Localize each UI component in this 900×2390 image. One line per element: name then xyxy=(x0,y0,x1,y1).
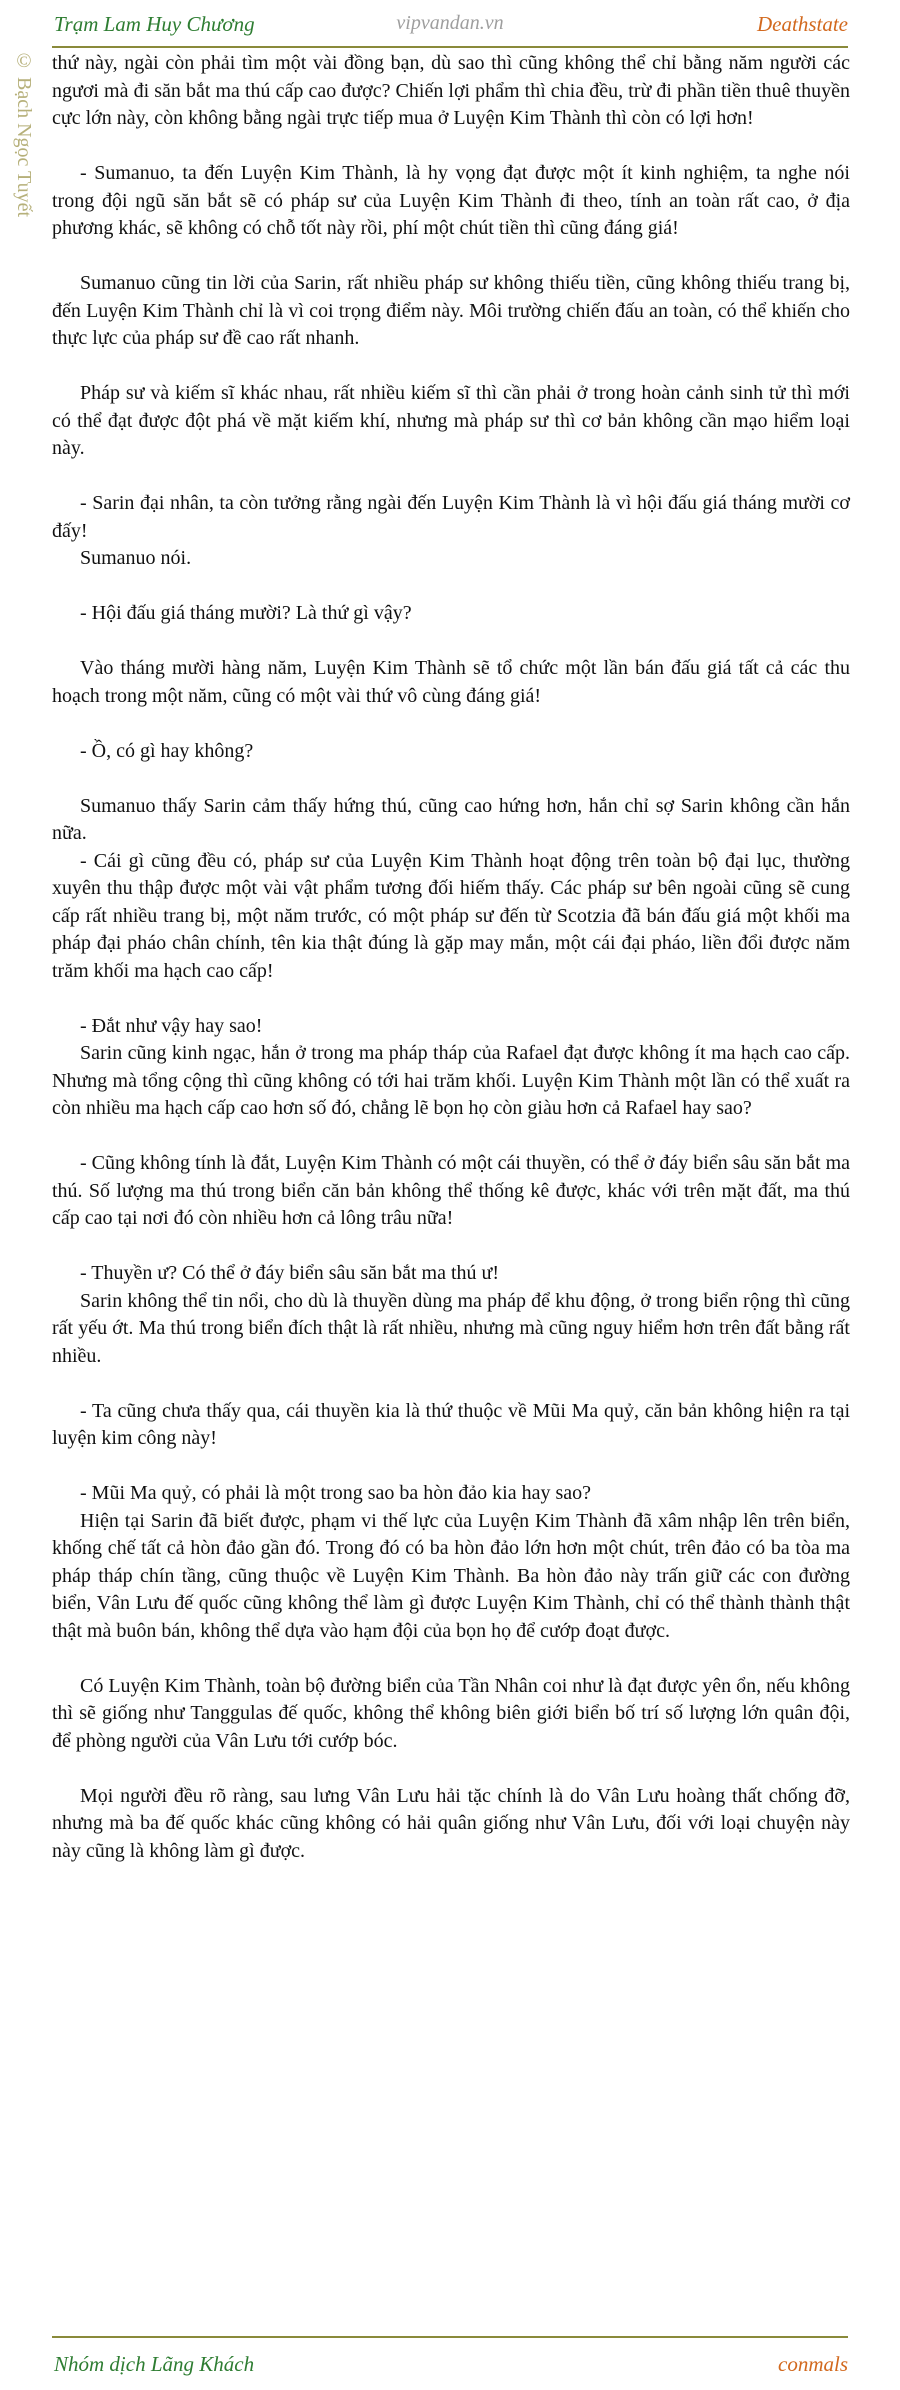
paragraph: Sumanuo thấy Sarin cảm thấy hứng thú, cũng cao hứng hơn, hắn chỉ sợ Sarin không cần hắn nữa. xyxy=(52,794,850,844)
page-header xyxy=(52,10,848,48)
paragraph: - Mũi Ma quỷ, có phải là một trong sao ba hòn đảo kia hay sao? xyxy=(80,1482,591,1504)
paragraph-gap xyxy=(52,710,850,738)
paragraph: - Thuyền ư? Có thể ở đáy biển sâu săn bắt ma thú ư! xyxy=(80,1262,500,1284)
paragraph: Sarin cũng kinh ngạc, hắn ở trong ma pháp tháp của Rafael đạt được không ít ma hạch cao cấp. Nhưng mà tổng cộng thì cũng không có tới hai trăm khối. Luyện Kim Thành một lần có thể xuất ra còn nhiều ma hạch cấp cao hơn số đó, chẳng lẽ bọn họ còn giàu hơn cả Rafael hay sao? xyxy=(52,1042,850,1119)
paragraph-gap xyxy=(52,463,850,491)
paragraph: - Cũng không tính là đắt, Luyện Kim Thành có một cái thuyền, có thể ở đáy biển sâu săn bắt ma thú. Số lượng ma thú trong biển căn bản không thể thống kê được, khác với trên mặt đất, ma thú cấp cao tại nơi đó còn nhiều hơn cả lông trâu nữa! xyxy=(52,1152,850,1229)
paragraph-gap xyxy=(52,1370,850,1398)
paragraph: Có Luyện Kim Thành, toàn bộ đường biển của Tần Nhân coi như là đạt được yên ổn, nếu không thì sẽ giống như Tanggulas đế quốc, không thể không biên giới biển bố trí số lượng lớn quân đội, để phòng người của Vân Lưu tới cướp bóc. xyxy=(52,1674,850,1752)
paragraph: thứ này, ngài còn phải tìm một vài đồng bạn, dù sao thì cũng không thể chỉ bằng năm người các ngươi mà đi săn bắt ma thú cấp cao được? Chiến lợi phẩm thì chia đều, trừ đi phần tiền thuê thuyền cực lớn này, còn không bằng ngài trực tiếp mua ở Luyện Kim Thành thì còn có lợi hơn! xyxy=(52,52,850,129)
paragraph-gap xyxy=(52,1645,850,1673)
paragraph-gap xyxy=(52,1453,850,1481)
paragraph: Pháp sư và kiếm sĩ khác nhau, rất nhiều kiếm sĩ thì cần phải ở trong hoàn cảnh sinh tử thì mới có thể đạt được đột phá về mặt kiếm khí, nhưng mà pháp sư thì cơ bản không cần mạo hiểm loại này. xyxy=(52,382,850,459)
paragraph-gap xyxy=(52,765,850,793)
paragraph-gap xyxy=(52,985,850,1013)
paragraph: - Đắt như vậy hay sao! xyxy=(80,1014,263,1037)
paragraph: Sumanuo cũng tin lời của Sarin, rất nhiều pháp sư không thiếu tiền, cũng không thiếu trang bị, đến Luyện Kim Thành chỉ là vì coi trọng điểm này. Môi trường chiến đấu an toàn, có thể khiến cho thực lực của pháp sư đề cao rất nhanh. xyxy=(52,272,850,349)
paragraph-gap xyxy=(52,573,850,601)
side-copyright: © Bạch Ngọc Tuyết xyxy=(13,50,35,217)
page-footer xyxy=(52,2336,848,2378)
paragraph: - Sumanuo, ta đến Luyện Kim Thành, là hy vọng đạt được một ít kinh nghiệm, ta nghe nói trong đội ngũ săn bắt sẽ có pháp sư của Luyện Kim Thành đi theo, tính an toàn rất cao, ở địa phương khác, sẽ không có chỗ tốt này rồi, phí một chút tiền thì cũng đáng giá! xyxy=(52,162,850,239)
paragraph: Hiện tại Sarin đã biết được, phạm vi thế lực của Luyện Kim Thành đã xâm nhập lên trên biển, khống chế tất cả hòn đảo gần đó. Trong đó có ba hòn đảo lớn hơn một chút, trên đảo có ba tòa ma pháp tháp chín tầng, cũng thuộc về Luyện Kim Thành. Ba hòn đảo này trấn giữ các con đường biển, Vân Lưu đế quốc cũng không thể làm gì được Luyện Kim Thành, chỉ có thể thành thành thật thật mà buôn bán, không thể dựa vào hạm đội của bọn họ để cướp đoạt được. xyxy=(52,1509,850,1642)
header-right-text: Deathstate xyxy=(757,12,848,36)
paragraph-gap xyxy=(52,1233,850,1261)
paragraph: - Cái gì cũng đều có, pháp sư của Luyện Kim Thành hoạt động trên toàn bộ đại lục, thường xuyên thu thập được một vài vật phẩm tương đối hiếm thấy. Các pháp sư bên ngoài cũng sẽ cung cấp rất nhiều trang bị, một năm trước, có một pháp sư đến từ Scotzia đã bán đấu giá một khối ma pháp đại pháo chân chính, tên kia thật đúng là gặp may mắn, một cái đại pháo, liền đổi được năm trăm khối ma hạch cao cấp! xyxy=(52,849,850,982)
header-left-text: Trạm Lam Huy Chương xyxy=(54,12,255,36)
paragraph: Sumanuo nói. xyxy=(80,547,192,569)
paragraph-gap xyxy=(52,353,850,381)
paragraph: - Ta cũng chưa thấy qua, cái thuyền kia là thứ thuộc về Mũi Ma quỷ, căn bản không hiện ra tại luyện kim công này! xyxy=(52,1399,850,1449)
document-body xyxy=(52,50,850,1865)
paragraph: - Ồ, có gì hay không? xyxy=(80,739,254,762)
paragraph: - Sarin đại nhân, ta còn tưởng rằng ngài đến Luyện Kim Thành là vì hội đấu giá tháng mười cơ đấy! xyxy=(52,492,850,542)
paragraph-gap xyxy=(52,1123,850,1151)
paragraph: Vào tháng mười hàng năm, Luyện Kim Thành sẽ tổ chức một lần bán đấu giá tất cả các thu hoạch trong một năm, cũng có một vài thứ vô cùng đáng giá! xyxy=(52,657,850,707)
paragraph-gap xyxy=(52,133,850,161)
header-site-text: vipvandan.vn xyxy=(396,12,504,34)
paragraph-gap xyxy=(52,243,850,271)
paragraph-gap xyxy=(52,628,850,656)
footer-right-text: conmals xyxy=(778,2352,848,2376)
paragraph: - Hội đấu giá tháng mười? Là thứ gì vậy? xyxy=(80,602,412,624)
paragraph: Sarin không thể tin nổi, cho dù là thuyền dùng ma pháp để khu động, ở trong biển rộng thì cũng rất yếu ớt. Ma thú trong biển đích thật là rất nhiều, nhưng mà cũng nguy hiểm hơn trên đất bằng rất nhiều. xyxy=(52,1289,850,1367)
footer-left-text: Nhóm dịch Lãng Khách xyxy=(54,2352,255,2376)
paragraph-gap xyxy=(52,1755,850,1783)
paragraph: Mọi người đều rõ ràng, sau lưng Vân Lưu hải tặc chính là do Vân Lưu hoàng thất chống đỡ, nhưng mà ba đế quốc khác cũng không có hải quân giống như Vân Lưu, đối với loại chuyện này này cũng là không làm gì được. xyxy=(52,1784,850,1862)
